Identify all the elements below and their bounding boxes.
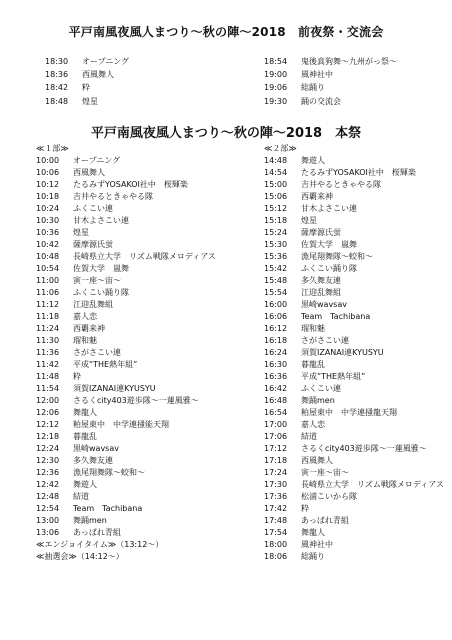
performer-name: 平成“THE熱年組”: [73, 360, 138, 369]
schedule-time: 16:12: [264, 324, 288, 333]
schedule-time: 11:36: [36, 348, 60, 357]
performer-name: 漁尾翔舞隊〜蛟和〜: [73, 468, 145, 477]
schedule-row: [36, 335, 251, 347]
schedule-time: 11:06: [36, 288, 60, 297]
schedule-time: 10:54: [36, 264, 60, 273]
performer-name: 吉井やるときゃやる隊: [301, 180, 381, 189]
performer-name: 瑠和魅: [301, 324, 325, 333]
schedule-row: [264, 68, 444, 81]
performer-name: 甘木よさこい連: [73, 216, 129, 225]
schedule-time: 11:18: [36, 312, 60, 321]
schedule-time: 17:06: [264, 432, 288, 441]
schedule-row: [36, 407, 251, 419]
schedule-row: [264, 191, 450, 203]
schedule-row: [45, 68, 245, 81]
schedule-time: 19:00: [264, 70, 288, 80]
schedule-time: 15:12: [264, 204, 288, 213]
schedule-time: 16:48: [264, 396, 288, 405]
schedule-row: [36, 503, 251, 515]
schedule-time: 14:54: [264, 168, 288, 177]
schedule-row: [45, 81, 245, 94]
schedule-row: [264, 311, 450, 323]
performer-name: 鬼後真狗舞〜九州がっ祭〜: [301, 57, 397, 66]
schedule-row: [36, 215, 251, 227]
schedule-row: [264, 167, 450, 179]
schedule-row: [264, 95, 444, 108]
schedule-row: [264, 527, 450, 539]
performer-name: 江迎乱舞組: [73, 300, 113, 309]
schedule-time: 10:36: [36, 228, 60, 237]
performer-name: 西風舞人: [82, 70, 114, 80]
schedule-row: [264, 275, 450, 287]
main-schedule-part2: [264, 143, 450, 563]
schedule-time: 16:42: [264, 384, 288, 393]
performer-name: 薩摩源氏蛍: [301, 228, 341, 237]
schedule-row: [36, 431, 251, 443]
schedule-row: [264, 371, 450, 383]
schedule-time: 12:36: [36, 468, 60, 477]
performer-name: 松浦こいから隊: [301, 492, 357, 501]
schedule-time: 12:12: [36, 420, 60, 429]
schedule-row: [264, 443, 450, 455]
schedule-time: 15:36: [264, 252, 288, 261]
schedule-row: [36, 455, 251, 467]
schedule-time: 10:18: [36, 192, 60, 201]
schedule-row: [36, 383, 251, 395]
performer-name: 漁尾翔舞隊〜蛟和〜: [301, 252, 373, 261]
performer-name: さるくcity403遊歩隊〜一蓮風雅〜: [73, 396, 199, 405]
schedule-time: 10:00: [36, 156, 60, 165]
performer-name: 粕屋東中 中学連掻龍天翔: [301, 408, 397, 417]
schedule-time: 13:06: [36, 528, 60, 537]
performer-name: 煌星: [301, 216, 317, 225]
schedule-row: [36, 479, 251, 491]
schedule-time: 15:48: [264, 276, 288, 285]
performer-name: 西覇来神: [73, 324, 105, 333]
schedule-row: [36, 491, 251, 503]
schedule-row: [45, 55, 245, 68]
schedule-row: [36, 179, 251, 191]
schedule-row: [264, 455, 450, 467]
schedule-time: 19:06: [264, 83, 288, 93]
performer-name: 粕屋東中 中学連掻能天翔: [73, 420, 169, 429]
schedule-row: [36, 191, 251, 203]
schedule-time: 10:30: [36, 216, 60, 225]
schedule-row: [36, 467, 251, 479]
performer-name: 長崎県立大学 リズム戦隊メロディアス: [73, 252, 216, 261]
performer-name: 暮龍乱: [73, 432, 97, 441]
schedule-row: [36, 287, 251, 299]
schedule-time: 16:30: [264, 360, 288, 369]
schedule-row: [264, 467, 450, 479]
performer-name: 粋: [301, 504, 309, 513]
performer-name: 暮龍乱: [301, 360, 325, 369]
schedule-time: 17:36: [264, 492, 288, 501]
schedule-row: [264, 515, 450, 527]
eve-schedule-right: [264, 55, 444, 108]
performer-name: 西風舞人: [73, 168, 105, 177]
performer-name: あっぱれ青組: [301, 516, 349, 525]
schedule-time: 15:00: [264, 180, 288, 189]
performer-name: オープニング: [73, 156, 121, 165]
schedule-time: 11:48: [36, 372, 60, 381]
schedule-row: [264, 81, 444, 94]
performer-name: 薩摩源氏蛍: [73, 240, 113, 249]
performer-name: 瑠和魅: [73, 336, 97, 345]
performer-name: 舞踊men: [301, 396, 335, 405]
schedule-time: 12:42: [36, 480, 60, 489]
performer-name: 煌星: [73, 228, 89, 237]
main-schedule-part1: [36, 143, 251, 563]
performer-name: 粋: [73, 372, 81, 381]
schedule-row: [36, 395, 251, 407]
performer-name: 甘木よさこい連: [301, 204, 357, 213]
schedule-row: [264, 179, 450, 191]
performer-name: たるみずYOSAKOI社中 桜輝楽: [73, 180, 188, 189]
schedule-row: [36, 371, 251, 383]
eve-schedule-left: [45, 55, 245, 108]
schedule-time: 18:00: [264, 540, 288, 549]
performer-name: 西風舞人: [301, 456, 333, 465]
schedule-time: 15:06: [264, 192, 288, 201]
schedule-row: [264, 155, 450, 167]
schedule-time: 15:54: [264, 288, 288, 297]
schedule-row: [264, 323, 450, 335]
performer-name: オープニング: [82, 57, 130, 66]
schedule-time: 13:00: [36, 516, 60, 525]
schedule-time: 12:30: [36, 456, 60, 465]
schedule-row: [45, 95, 245, 108]
schedule-time: 10:48: [36, 252, 60, 261]
schedule-time: 17:30: [264, 480, 288, 489]
performer-name: 粋: [82, 83, 90, 93]
schedule-row: [264, 227, 450, 239]
performer-name: 長崎県立大学 リズム戦隊メロディアス: [301, 480, 444, 489]
performer-name: 踊の交流会: [301, 96, 341, 106]
schedule-row: [264, 55, 444, 68]
schedule-row: [36, 419, 251, 431]
performer-name: 舞遊人: [301, 156, 325, 165]
schedule-row: [264, 431, 450, 443]
schedule-time: 16:24: [264, 348, 288, 357]
schedule-row: [36, 443, 251, 455]
schedule-row: [264, 287, 450, 299]
schedule-time: 10:12: [36, 180, 60, 189]
performer-name: たるみずYOSAKOI社中 桜輝楽: [301, 168, 416, 177]
schedule-row: [264, 299, 450, 311]
performer-name: 風神社中: [301, 540, 333, 549]
performer-name: 佐賀大学 嵐舞: [73, 264, 129, 273]
performer-name: 結道: [73, 492, 89, 501]
performer-name: 舞踊men: [73, 516, 107, 525]
schedule-time: 17:00: [264, 420, 288, 429]
schedule-time: 11:00: [36, 276, 60, 285]
performer-name: 嘉人恋: [301, 420, 325, 429]
performer-name: 吉井やるときゃやる隊: [73, 192, 153, 201]
schedule-time: 18:42: [45, 83, 69, 93]
schedule-time: 12:54: [36, 504, 60, 513]
schedule-row: [264, 263, 450, 275]
main-festival-title: 平戸南風夜風人まつり〜秋の陣〜2018 本祭: [90, 126, 362, 141]
performer-name: 須賀IZANAI連KYUSYU: [73, 384, 156, 393]
performer-name: 黒崎wavsav: [301, 300, 347, 309]
performer-name: さるくcity403遊歩隊〜一蓮風雅〜: [301, 444, 427, 453]
enjoy-time-note: ≪エンジョイタイム≫（13:12〜）: [36, 540, 164, 549]
schedule-row: [36, 527, 251, 539]
schedule-time: 15:30: [264, 240, 288, 249]
schedule-time: 11:54: [36, 384, 60, 393]
schedule-time: 12:48: [36, 492, 60, 501]
schedule-row: [264, 395, 450, 407]
performer-name: あっぱれ青組: [73, 528, 121, 537]
schedule-row: [264, 359, 450, 371]
performer-name: 舞遊人: [73, 480, 97, 489]
schedule-time: 17:54: [264, 528, 288, 537]
schedule-time: 17:48: [264, 516, 288, 525]
schedule-time: 12:18: [36, 432, 60, 441]
schedule-row: [264, 539, 450, 551]
schedule-row: [36, 347, 251, 359]
part1-label: ≪１部≫: [36, 144, 69, 153]
schedule-row: [264, 347, 450, 359]
eve-festival-title: 平戸南風夜風人まつり〜秋の陣〜2018 前夜祭・交流会: [68, 25, 384, 39]
performer-name: 風神社中: [301, 70, 333, 80]
schedule-time: 11:24: [36, 324, 60, 333]
schedule-row: [264, 551, 450, 563]
performer-name: ふくこい連: [73, 204, 113, 213]
performer-name: さがさこい連: [301, 336, 349, 345]
lottery-note: ≪抽選会≫（14:12〜）: [36, 552, 124, 561]
schedule-time: 11:42: [36, 360, 60, 369]
performer-name: 須賀IZANAI連KYUSYU: [301, 348, 384, 357]
schedule-time: 16:06: [264, 312, 288, 321]
schedule-time: 16:00: [264, 300, 288, 309]
part2-label: ≪２部≫: [264, 144, 297, 153]
performer-name: Team Tachibana: [73, 504, 143, 513]
schedule-time: 16:54: [264, 408, 288, 417]
schedule-row: [36, 263, 251, 275]
schedule-time: 10:24: [36, 204, 60, 213]
schedule-row: [36, 323, 251, 335]
schedule-time: 16:18: [264, 336, 288, 345]
performer-name: 嘉人恋: [73, 312, 97, 321]
performer-name: 総踊り: [301, 83, 325, 93]
schedule-time: 18:06: [264, 552, 288, 561]
schedule-time: 12:00: [36, 396, 60, 405]
performer-name: 平成“THE熱年組”: [301, 372, 366, 381]
performer-name: 多久舞友連: [301, 276, 341, 285]
performer-name: ふくこい踊り隊: [73, 288, 129, 297]
schedule-time: 18:48: [45, 96, 69, 106]
schedule-row: [36, 227, 251, 239]
schedule-time: 17:12: [264, 444, 288, 453]
schedule-row: [36, 167, 251, 179]
schedule-row: [36, 155, 251, 167]
schedule-row: [36, 515, 251, 527]
performer-name: さがさこい連: [73, 348, 121, 357]
schedule-time: 18:54: [264, 57, 288, 66]
schedule-time: 14:48: [264, 156, 288, 165]
performer-name: 舞龍人: [73, 408, 97, 417]
schedule-time: 16:36: [264, 372, 288, 381]
performer-name: 舞龍人: [301, 528, 325, 537]
performer-name: ふくこい連: [301, 384, 341, 393]
schedule-row: [36, 251, 251, 263]
schedule-time: 11:30: [36, 336, 60, 345]
schedule-row: [36, 275, 251, 287]
schedule-row: [36, 239, 251, 251]
schedule-time: 15:18: [264, 216, 288, 225]
schedule-row: [264, 407, 450, 419]
schedule-row: [264, 251, 450, 263]
performer-name: 煌星: [82, 96, 98, 106]
performer-name: 結道: [301, 432, 317, 441]
schedule-row: [264, 503, 450, 515]
schedule-row: [264, 335, 450, 347]
schedule-time: 17:42: [264, 504, 288, 513]
schedule-time: 17:18: [264, 456, 288, 465]
schedule-row: [36, 203, 251, 215]
performer-name: 寅一座〜宙〜: [301, 468, 349, 477]
schedule-time: 18:30: [45, 57, 69, 66]
schedule-row: [264, 383, 450, 395]
schedule-time: 17:24: [264, 468, 288, 477]
performer-name: Team Tachibana: [301, 312, 371, 321]
schedule-row: [264, 203, 450, 215]
schedule-row: [264, 419, 450, 431]
schedule-row: [36, 359, 251, 371]
performer-name: 寅一座〜宙〜: [73, 276, 121, 285]
schedule-time: 15:24: [264, 228, 288, 237]
schedule-time: 12:24: [36, 444, 60, 453]
schedule-time: 19:30: [264, 96, 288, 106]
performer-name: 西覇来神: [301, 192, 333, 201]
performer-name: 佐賀大学 嵐舞: [301, 240, 357, 249]
schedule-time: 11:12: [36, 300, 60, 309]
schedule-time: 12:06: [36, 408, 60, 417]
schedule-row: [36, 299, 251, 311]
performer-name: ふくこい踊り隊: [301, 264, 357, 273]
schedule-row: [36, 311, 251, 323]
schedule-row: [264, 239, 450, 251]
schedule-row: [264, 215, 450, 227]
performer-name: 総踊り: [301, 552, 325, 561]
schedule-row: [264, 479, 450, 491]
performer-name: 江迎乱舞組: [301, 288, 341, 297]
schedule-time: 10:42: [36, 240, 60, 249]
schedule-time: 15:42: [264, 264, 288, 273]
performer-name: 多久舞友連: [73, 456, 113, 465]
schedule-time: 18:36: [45, 70, 69, 80]
schedule-time: 10:06: [36, 168, 60, 177]
performer-name: 黒崎wavsav: [73, 444, 119, 453]
schedule-row: [264, 491, 450, 503]
